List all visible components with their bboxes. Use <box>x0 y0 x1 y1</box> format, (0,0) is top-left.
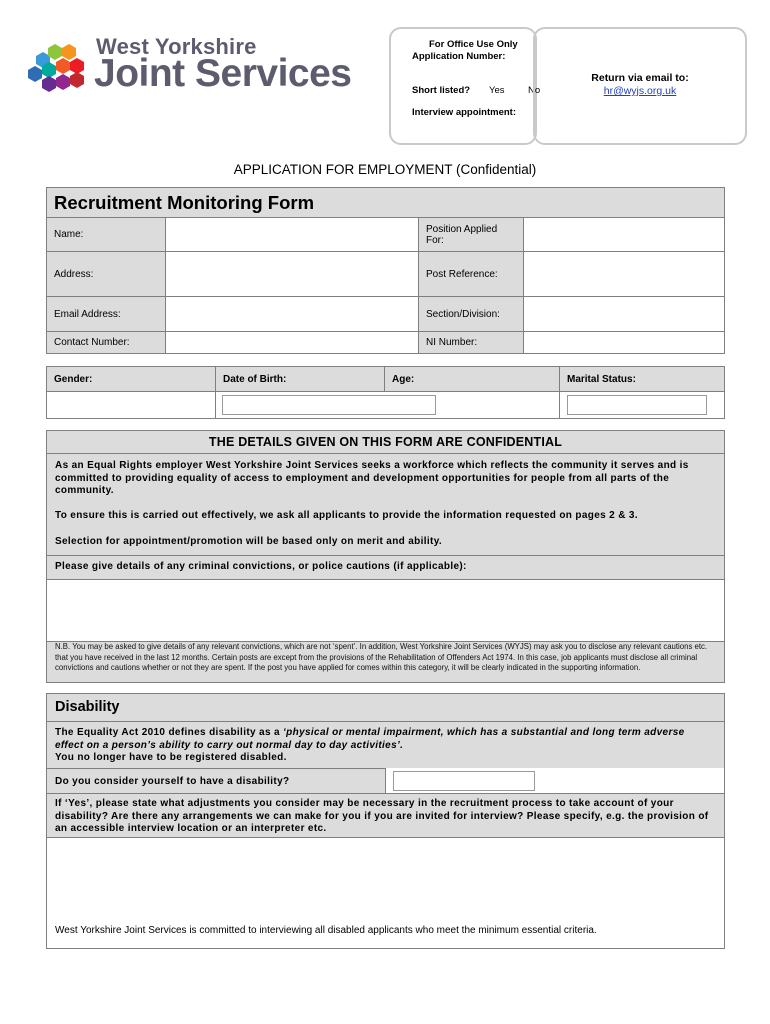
dob-input[interactable] <box>222 395 436 415</box>
gender-input[interactable] <box>47 392 216 419</box>
contact-number-input[interactable] <box>166 332 419 354</box>
marital-status-cell <box>560 392 725 419</box>
confidential-section <box>46 430 725 683</box>
equality-act-paragraph <box>55 727 715 765</box>
short-listed-yes[interactable]: Yes <box>489 85 505 96</box>
convictions-note: N.B. You may be asked to give details of any relevant convictions, which are not ‘spent’. In addition, West Yorkshire Joint Services (WYJS) may ask you to disclose any relevant cautions etc. that you have received in the last 12 months. Certain posts are except from the provisions of the Rehabilitation of Offenders Act 1974. In this case, job applicants must disclose all criminal convictions and cautions whether or not they are spent. If the post you have applied for comes within this category, it will be clearly indicated in the supporting information. <box>55 642 708 672</box>
dob-label: Date of Birth: <box>216 367 385 392</box>
divider <box>47 721 724 722</box>
hexagon-logo-icon <box>26 38 92 96</box>
ni-number-input[interactable] <box>524 332 725 354</box>
adjustments-input[interactable] <box>47 837 724 916</box>
equal-rights-paragraph: As an Equal Rights employer West Yorkshire Joint Services seeks a workforce which reflects the community it serves and is committed to providing equality of access to employment and development opportunities for people from all parts of the community. <box>55 460 689 496</box>
disability-answer-input[interactable] <box>393 771 535 791</box>
disability-section <box>46 693 725 949</box>
address-label: Address: <box>47 252 166 297</box>
adjustments-paragraph: If ‘Yes’, please state what adjustments you consider may be necessary in the recruitment process to take account of your disability? Are there any arrangements we can make for you if you are invited for interview? Please specify, e.g. the provision of an accessible interview location or an interpreter etc. <box>55 798 709 834</box>
post-reference-label: Post Reference: <box>419 252 524 297</box>
age-label: Age: <box>385 367 560 392</box>
commitment-statement: West Yorkshire Joint Services is committed to interviewing all disabled applicants who meet the minimum essential criteria. <box>55 925 597 936</box>
criminal-convictions-input[interactable] <box>47 579 724 642</box>
address-input[interactable] <box>166 252 419 297</box>
name-label: Name: <box>47 218 166 252</box>
disability-question: Do you consider yourself to have a disability? <box>55 776 290 787</box>
divider <box>47 555 724 556</box>
disability-heading: Disability <box>55 699 120 715</box>
return-label: Return via email to: <box>591 72 689 84</box>
org-name-line1: West Yorkshire <box>96 34 257 59</box>
dob-age-cell <box>216 392 560 419</box>
marital-status-label: Marital Status: <box>560 367 725 392</box>
monitoring-heading: Recruitment Monitoring Form <box>47 188 725 218</box>
section-input[interactable] <box>524 297 725 332</box>
office-use-title: For Office Use Only <box>429 39 518 50</box>
office-use-box <box>389 27 541 145</box>
return-email-box <box>533 27 747 145</box>
short-listed-label: Short listed? <box>412 85 471 96</box>
short-listed-no[interactable]: No <box>528 85 541 96</box>
equality-act-intro: The Equality Act 2010 defines disability as a <box>55 727 284 738</box>
name-input[interactable] <box>166 218 419 252</box>
org-name-line2: Joint Services <box>94 52 352 95</box>
ensure-paragraph: To ensure this is carried out effectively, we ask all applicants to provide the information requested on pages 2 & 3. <box>55 510 638 521</box>
recruitment-monitoring-table <box>46 187 725 354</box>
divider <box>47 453 724 454</box>
contact-number-label: Contact Number: <box>47 332 166 354</box>
equality-act-definition: ‘physical or mental impairment, which has a substantial and long term adverse effect on a person’s ability to carry out normal day to day activities’. <box>55 727 685 751</box>
page-title: APPLICATION FOR EMPLOYMENT (Confidential) <box>233 162 537 177</box>
personal-details-table <box>46 366 725 419</box>
ni-number-label: NI Number: <box>419 332 524 354</box>
post-reference-input[interactable] <box>524 252 725 297</box>
registration-note: You no longer have to be registered disabled. <box>55 752 287 763</box>
position-label: Position Applied For: <box>419 218 524 252</box>
section-label: Section/Division: <box>419 297 524 332</box>
gender-label: Gender: <box>47 367 216 392</box>
confidential-heading: THE DETAILS GIVEN ON THIS FORM ARE CONFIDENTIAL <box>208 435 563 449</box>
position-input[interactable] <box>524 218 725 252</box>
email-input[interactable] <box>166 297 419 332</box>
application-number-label: Application Number: <box>412 51 506 62</box>
interview-appointment-label: Interview appointment: <box>412 107 516 118</box>
return-email-link[interactable]: hr@wyjs.org.uk <box>603 85 677 97</box>
criminal-convictions-label: Please give details of any criminal convictions, or police cautions (if applicable): <box>55 561 467 572</box>
divider <box>47 793 724 794</box>
email-label: Email Address: <box>47 297 166 332</box>
marital-status-input[interactable] <box>567 395 707 415</box>
selection-paragraph: Selection for appointment/promotion will be based only on merit and ability. <box>55 536 442 547</box>
